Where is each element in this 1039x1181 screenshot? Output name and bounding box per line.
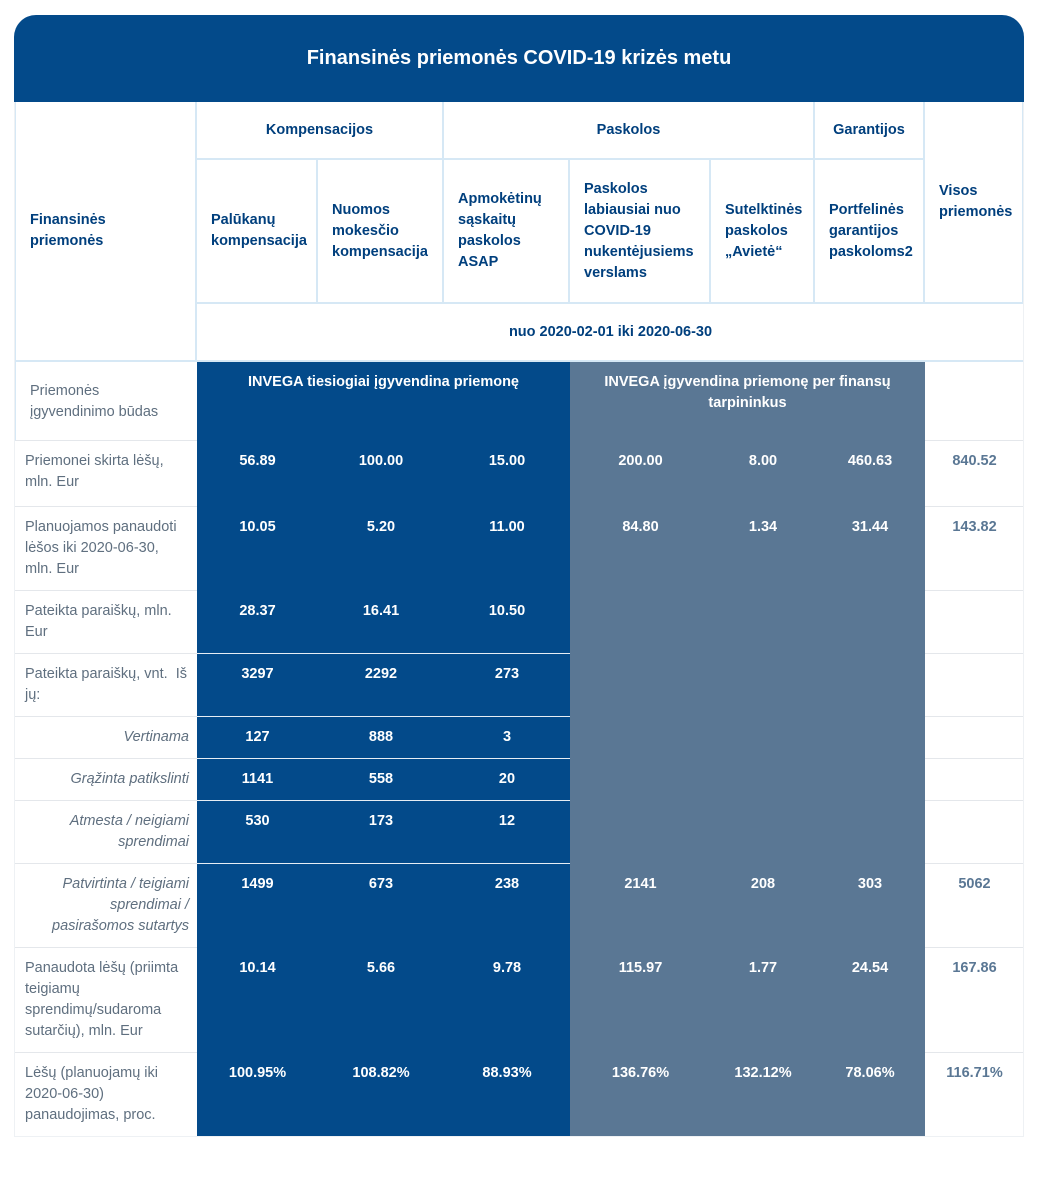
row-label: Lėšų (planuojamų iki 2020-06-30) panaudojimas, proc. [14, 1053, 197, 1137]
implementation-label [14, 362, 197, 441]
value-cell: 8.00 [748, 453, 778, 469]
value-cell [711, 654, 815, 717]
value-cell [570, 717, 711, 759]
value-cell: 673 [368, 876, 394, 892]
value-cell: 2141 [624, 876, 657, 892]
total-column-header [925, 102, 1024, 304]
group-paskolos-label: Paskolos [596, 121, 661, 138]
value-cell [815, 717, 925, 759]
total-cell [925, 654, 1024, 717]
value-cell: 132.12% [734, 1065, 792, 1081]
row-label: Pateikta paraiškų, vnt. Iš jų: [14, 654, 197, 717]
group-garantijos-label: Garantijos [833, 121, 905, 138]
row-label: Vertinama [14, 717, 197, 759]
column-header-2-label: Nuomos mokesčio kompensacija [332, 201, 428, 260]
value-cell [570, 654, 711, 717]
value-cell [815, 801, 925, 864]
group-kompensacijos [197, 102, 444, 160]
value-cell: 238 [494, 876, 520, 892]
value-cell: 10.50 [488, 603, 526, 619]
value-cell [570, 801, 711, 864]
total-cell: 840.52 [925, 441, 1024, 507]
value-cell: 208 [750, 876, 776, 892]
intermediaries-band-title-text: INVEGA įgyvendina priemonę per finansų tarpininkus [604, 374, 891, 411]
value-cell [815, 654, 925, 717]
value-cell [711, 759, 815, 801]
value-cell: 10.05 [239, 519, 276, 535]
value-cell [711, 717, 815, 759]
value-cell: 56.89 [239, 453, 276, 469]
value-cell: 100.95% [228, 1065, 287, 1081]
value-cell: 1499 [241, 876, 274, 892]
period-row [197, 304, 1024, 362]
value-cell: 24.54 [851, 960, 889, 976]
row-label: Grąžinta patikslinti [14, 759, 197, 801]
value-cell: 558 [368, 771, 394, 787]
column-header-4 [570, 160, 711, 304]
row-header-cell [14, 102, 197, 362]
total-cell [925, 591, 1024, 654]
value-cell: 136.76% [611, 1065, 670, 1081]
value-cell: 530 [245, 813, 270, 829]
column-header-1-label: Palūkanų kompensacija [211, 212, 307, 249]
total-cell [925, 717, 1024, 759]
value-cell: 1.34 [748, 519, 778, 535]
value-cell: 3 [502, 729, 512, 745]
value-cell: 273 [494, 666, 520, 682]
value-cell: 78.06% [845, 1065, 895, 1081]
value-cell: 3297 [241, 666, 274, 682]
value-cell: 20 [498, 771, 516, 787]
implementation-total-cell [925, 362, 1024, 441]
title-bar [14, 15, 1024, 102]
value-cell: 10.14 [239, 960, 276, 976]
value-cell: 9.78 [492, 960, 522, 976]
column-header-4-label: Paskolos labiausiai nuo COVID-19 nukentėjusiems verslams [584, 180, 694, 281]
row-label: Patvirtinta / teigiami sprendimai / pasirašomos sutartys [14, 864, 197, 948]
value-cell: 115.97 [618, 960, 663, 976]
row-label: Atmesta / neigiami sprendimai [14, 801, 197, 864]
value-cell: 2292 [364, 666, 398, 682]
value-cell: 173 [368, 813, 394, 829]
value-cell: 108.82% [352, 1065, 410, 1081]
value-cell: 1141 [241, 771, 274, 787]
value-cell: 11.00 [489, 519, 525, 535]
value-cell: 15.00 [488, 453, 526, 469]
value-cell: 5.66 [366, 960, 396, 976]
total-cell: 116.71% [925, 1053, 1024, 1137]
page-title: Finansinės priemonės COVID-19 krizės metu [306, 47, 732, 69]
column-header-1 [197, 160, 318, 304]
value-cell: 303 [857, 876, 883, 892]
total-cell: 5062 [925, 864, 1024, 948]
value-cell [711, 801, 815, 864]
value-cell: 84.80 [622, 519, 659, 535]
column-header-5-label: Sutelktinės paskolos „Avietė“ [725, 201, 803, 260]
row-label: Panaudota lėšų (priimta teigiamų sprendimų/sudaroma sutarčių), mln. Eur [14, 948, 197, 1053]
value-cell: 1.77 [748, 960, 778, 976]
column-header-6 [815, 160, 925, 304]
row-label: Priemonei skirta lėšų, mln. Eur [14, 441, 197, 507]
direct-band-title [197, 362, 570, 441]
column-header-3-label: Apmokėtinų sąskaitų paskolos ASAP [458, 191, 542, 270]
intermediaries-band-title [570, 362, 925, 441]
implementation-label-text: Priemonės įgyvendinimo būdas [30, 383, 159, 420]
value-cell [815, 591, 925, 654]
value-cell: 28.37 [239, 603, 276, 619]
direct-band-title-text: INVEGA tiesiogiai įgyvendina priemonę [248, 374, 519, 390]
total-cell [925, 759, 1024, 801]
value-cell [815, 759, 925, 801]
total-cell: 167.86 [925, 948, 1024, 1053]
row-label: Pateikta paraiškų, mln. Eur [14, 591, 197, 654]
value-cell: 460.63 [847, 453, 893, 469]
row-label: Planuojamos panaudoti lėšos iki 2020-06-30, mln. Eur [14, 507, 197, 591]
column-header-5 [711, 160, 815, 304]
value-cell: 888 [368, 729, 394, 745]
value-cell: 16.41 [362, 603, 400, 619]
value-cell: 88.93% [482, 1065, 532, 1081]
column-header-2 [318, 160, 444, 304]
value-cell [570, 591, 711, 654]
column-header-3 [444, 160, 570, 304]
period-label: nuo 2020-02-01 iki 2020-06-30 [508, 323, 713, 340]
total-cell [925, 801, 1024, 864]
value-cell [570, 759, 711, 801]
total-cell: 143.82 [925, 507, 1024, 591]
group-garantijos [815, 102, 925, 160]
row-header-label: Finansinės priemonės [30, 212, 106, 249]
value-cell: 5.20 [366, 519, 396, 535]
value-cell: 200.00 [618, 453, 663, 469]
value-cell: 127 [245, 729, 270, 745]
value-cell: 31.44 [851, 519, 889, 535]
group-paskolos [444, 102, 815, 160]
group-kompensacijos-label: Kompensacijos [265, 121, 374, 138]
total-column-label: Visos priemonės [939, 183, 1013, 220]
value-cell: 12 [498, 813, 516, 829]
value-cell: 100.00 [358, 453, 404, 469]
value-cell [711, 591, 815, 654]
column-header-6-label: Portfelinės garantijos paskoloms2 [829, 201, 913, 260]
